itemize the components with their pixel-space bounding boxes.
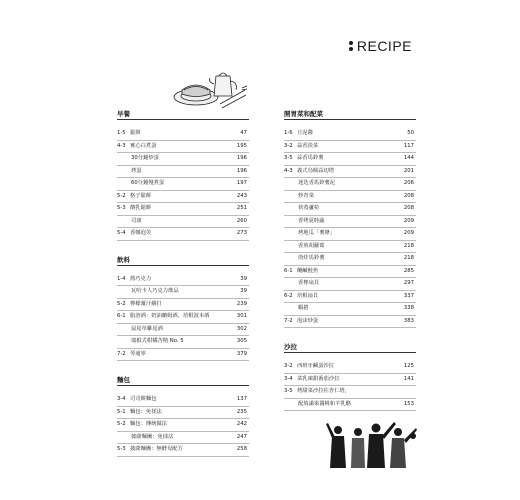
entry-label [284,128,313,140]
toc-entry [117,349,249,362]
entry-page-number: 196 [236,167,247,174]
entry-title: 義式烏賊蒜切塔 [297,167,335,174]
entry-title: 檸檬薑汁蘇打 [130,300,162,307]
entry-page-number: 301 [236,313,247,319]
entry-page-number: 144 [403,155,414,161]
entry-label [284,228,335,240]
entry-label [284,203,319,215]
entry-label [284,153,324,165]
entry-page-number: 39 [240,288,247,294]
entry-label [117,349,146,361]
entry-number: 1-6 [284,130,293,136]
entry-title: 60分鐘慢煮蛋 [131,180,165,186]
toc-entry [117,128,249,141]
toc-entry [284,374,416,387]
entry-page-number: 247 [236,433,247,440]
entry-page-number: 206 [403,180,414,186]
entry-title: 鬆餅 [130,130,141,136]
entry-number: 5-2 [117,192,126,199]
tableware-illustration [172,66,248,112]
toc-entry [117,203,249,216]
entry-list [117,394,249,457]
entry-label [284,316,318,328]
section-salads [284,343,416,411]
entry-title: 烤蛋 [131,167,142,174]
page-title: RECIPE [356,38,412,54]
entry-page-number: 258 [236,446,247,452]
toc-entry [284,386,416,399]
toc-entry [284,278,416,291]
entry-page-number: 39 [240,275,247,282]
toc-entry [117,274,249,287]
entry-label [117,444,183,456]
entry-page-number: 208 [403,205,414,211]
entry-page-number: 379 [236,350,247,357]
toc-entry [284,128,416,141]
entry-title: 瑞根式柑橘苦精 No. 5 [131,338,184,344]
toc-entry [284,316,416,329]
toc-entry [284,203,416,216]
entry-number: 3-5 [284,388,293,394]
toc-entry [284,141,416,154]
entry-title: 脂溶酒：奶油蘭姆酒，培根波本酒 [130,313,210,319]
entry-number: 5-4 [117,230,126,236]
entry-number: 5-1 [117,408,126,415]
entry-title: 蒜香淡菜 [297,142,319,149]
section-title: 沙拉 [284,343,416,353]
entry-page-number: 125 [403,363,414,369]
entry-title: 醃鹹鮭魚 [297,267,319,274]
entry-page-number: 141 [403,375,414,382]
entry-label [117,419,167,431]
section-breakfast [117,110,249,241]
toc-entry [284,191,416,204]
toc-entry [284,361,416,374]
entry-label [117,153,159,165]
page-header [349,38,412,54]
section-title: 開胃菜和配菜 [284,110,416,120]
entry-number: 5-2 [117,421,126,427]
toc-entry [284,303,416,316]
entry-page-number: 251 [236,205,247,211]
entry-label [117,178,164,190]
toc-entry [117,336,249,349]
entry-title: 香烤夏時蔬 [298,217,325,224]
entry-title: 30分鐘炒蛋 [131,155,159,161]
entry-label [117,166,142,178]
entry-title: 酪乳鬆餅 [130,205,152,211]
entry-number: 6-1 [284,267,293,274]
entry-label [284,374,339,386]
toc-entry [284,153,416,166]
entry-page-number: 302 [236,325,247,332]
entry-label [284,303,309,315]
entry-label [117,286,179,298]
toc-entry [117,228,249,241]
entry-number: 3-5 [284,155,293,161]
entry-label [117,203,151,215]
toc-entry [284,166,416,179]
entry-number: 3-2 [284,142,293,149]
entry-list [284,361,416,411]
entry-page-number: 337 [403,292,414,299]
entry-page-number: 117 [403,142,414,149]
right-column [284,110,416,426]
toc-entry [117,153,249,166]
entry-page-number [414,386,416,398]
entry-title: 琴通寧 [130,350,146,357]
section-title: 早餐 [117,110,249,120]
section-appetizers [284,110,416,328]
entry-page-number: 297 [403,280,414,286]
entry-label [284,241,325,253]
entry-title: 熱巧克力 [130,275,152,282]
entry-page-number: 209 [403,217,414,224]
entry-title: 香煎胡蘿蔔 [298,242,325,249]
bullet-icon [349,41,353,51]
toc-entry [284,228,416,241]
entry-page-number: 50 [407,130,414,136]
entry-title: 蝦捲 [298,305,309,311]
entry-page-number: 243 [236,192,247,199]
entry-title: 泡沫炒蛋 [297,317,319,324]
entry-page-number: 239 [236,300,247,307]
people-illustration [324,418,420,468]
toc-entry [117,178,249,191]
toc-entry [117,216,249,229]
entry-title: 配填滿果醬桃和羊乳酪 [298,400,351,407]
entry-number: 3-2 [284,363,293,369]
entry-title: 鼠尾草雞尾酒 [131,325,163,332]
entry-page-number: 305 [236,338,247,344]
section-title: 飲料 [117,256,249,266]
entry-page-number: 47 [240,130,247,136]
entry-number: 7-2 [284,317,293,324]
toc-entry [284,399,416,412]
entry-label [117,336,184,348]
entry-label [284,141,318,153]
entry-label [117,274,151,286]
toc-entry [117,299,249,312]
entry-label [284,166,334,178]
entry-label [117,299,162,311]
toc-entry [117,444,249,457]
entry-label [117,128,141,140]
entry-page-number: 195 [236,142,247,149]
entry-number: 3-4 [284,375,293,382]
entry-number: 6-1 [117,313,126,319]
entry-page-number: 201 [403,167,414,174]
entry-title: 菜乳凍甜番茄沙拉 [297,375,340,382]
toc-entry [117,419,249,432]
entry-label [117,407,162,419]
entry-number: 5-2 [117,300,126,307]
entry-page-number: 197 [236,180,247,186]
entry-label [117,191,151,203]
entry-label [117,141,157,153]
entry-page-number: 137 [236,396,247,402]
entry-label [117,311,209,323]
entry-title: 炒青菜 [298,192,314,199]
entry-title: 西班牙鹹蛋沙拉 [297,363,335,369]
entry-title: 麵包：免揉法 [130,408,162,415]
entry-number: 1-4 [117,275,126,282]
entry-title: 格子鬆餅 [130,192,152,199]
toc-entry [284,216,416,229]
section-bread [117,376,249,457]
toc-entry [284,253,416,266]
toc-entry [284,266,416,279]
entry-title: 豆泥醬 [297,130,313,136]
toc-entry [284,241,416,254]
entry-label [284,253,325,265]
toc-entry [117,407,249,420]
entry-number: 6-2 [284,292,293,299]
toc-entry [117,311,249,324]
entry-page-number: 153 [403,400,414,407]
entry-label [284,386,350,398]
entry-label [284,361,334,373]
entry-number: 4-3 [284,167,293,174]
entry-number: 7-2 [117,350,126,357]
entry-list [284,128,416,328]
entry-list [117,274,249,362]
entry-number: 3-4 [117,396,126,402]
entry-label [284,399,351,411]
toc-entry [117,286,249,299]
entry-label [117,324,163,336]
section-title: 麵包 [117,376,249,386]
toc-entry [117,394,249,407]
entry-label [284,266,318,278]
entry-page-number: 208 [403,192,414,199]
entry-label [117,228,151,240]
entry-title: 香檸扇貝 [298,280,320,286]
entry-page-number: 338 [403,305,414,311]
entry-page-number: 383 [403,317,414,324]
entry-page-number: 242 [236,421,247,427]
entry-title: 烤甜菜沙拉佐杏仁塔， [297,388,350,394]
entry-title: 司司餅麵包 [130,396,157,402]
entry-list [117,128,249,241]
entry-title: 實心白煮蛋 [130,142,157,149]
left-column [117,110,249,472]
entry-title: 司康 [131,217,142,224]
entry-page-number: 285 [403,267,414,274]
toc-entry [117,191,249,204]
entry-page-number: 218 [403,242,414,249]
entry-title: 培根扇貝 [297,292,319,299]
toc-entry [284,178,416,191]
entry-title: 快蒸蘆筍 [298,205,320,211]
entry-label [284,191,314,203]
entry-label [284,178,335,190]
entry-title: 煎炸馬鈴薯 [298,255,325,261]
entry-page-number: 209 [403,230,414,236]
toc-entry [117,324,249,337]
entry-title: 烤地瓜「薯條」 [298,230,336,236]
entry-page-number: 273 [236,230,247,236]
entry-title: 蒜香馬鈴薯 [297,155,324,161]
entry-number: 4-3 [117,142,126,149]
entry-label [284,216,325,228]
entry-label [117,394,157,406]
entry-number: 5-3 [117,446,126,452]
entry-page-number: 218 [403,255,414,261]
section-drinks [117,256,249,362]
toc-entry [284,291,416,304]
entry-label [284,291,318,303]
entry-label [284,278,319,290]
entry-title: 披薩麵團：無酵母配方 [130,446,183,452]
entry-title: 迷迭香馬鈴薯泥 [298,180,336,186]
entry-page-number: 235 [236,408,247,415]
entry-number: 5-3 [117,205,126,211]
toc-entry [117,141,249,154]
entry-page-number: 260 [236,217,247,224]
entry-title: 麵包：傳統做法 [130,421,168,427]
entry-title: 香娜泡芙 [130,230,152,236]
entry-label [117,432,173,444]
entry-title: 瓦哈卡人巧克力飲品 [131,288,179,294]
toc-entry [117,432,249,445]
entry-title: 披薩麵團：免揉法 [131,433,174,440]
entry-label [117,216,142,228]
entry-page-number: 196 [236,155,247,161]
entry-number: 1-5 [117,130,126,136]
toc-entry [117,166,249,179]
